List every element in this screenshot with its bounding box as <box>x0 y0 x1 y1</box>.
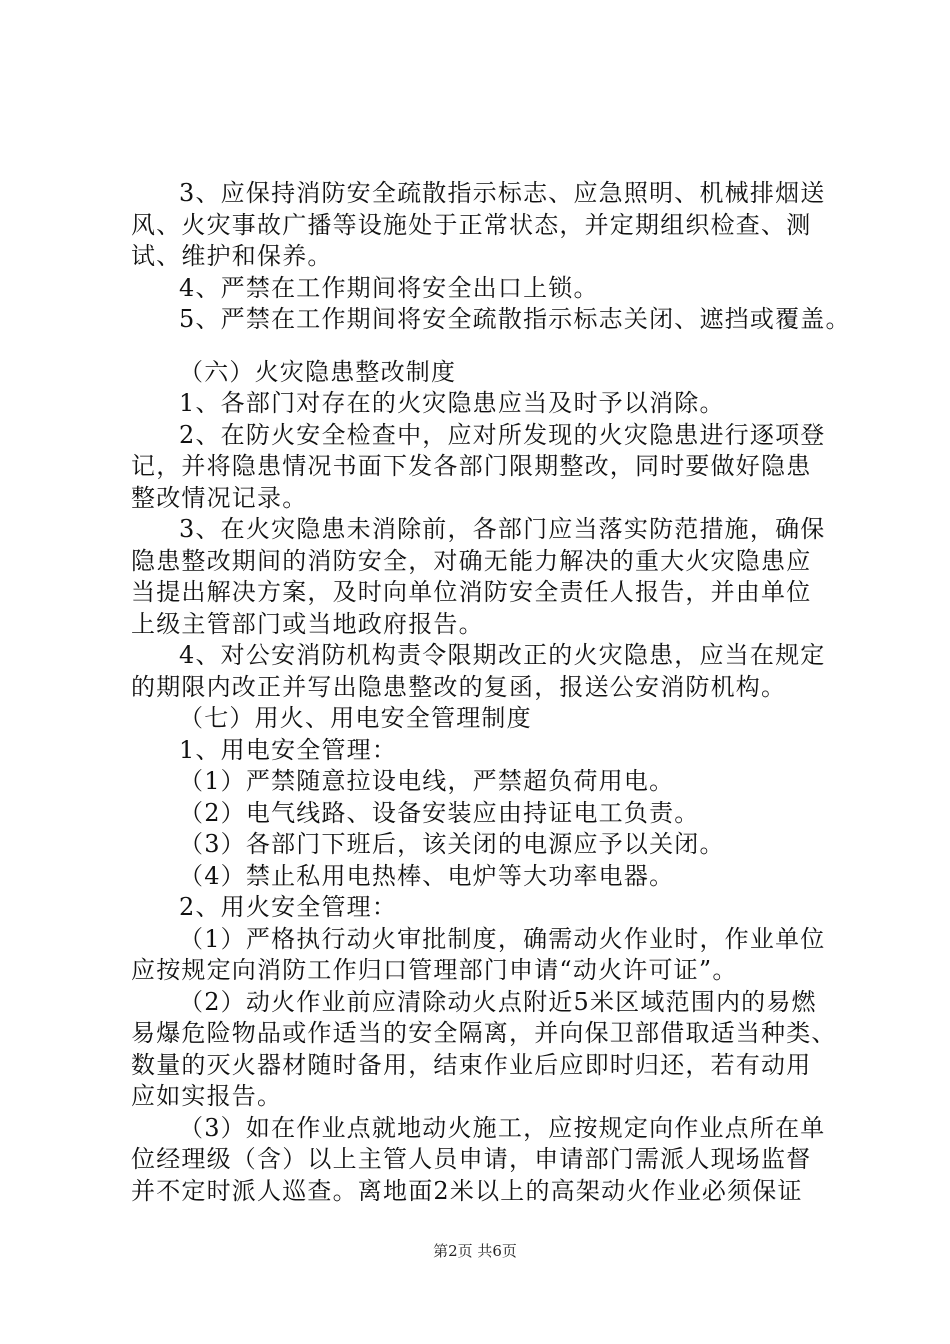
text-line: 5、严禁在工作期间将安全疏散指示标志关闭、遮挡或覆盖。 <box>179 305 851 333</box>
text-line: （六）火灾隐患整改制度 <box>179 357 457 386</box>
text-line: 1、各部门对存在的火灾隐患应当及时予以消除。 <box>179 389 725 417</box>
text-line: 4、对公安消防机构责令限期改正的火灾隐患，应当在规定 <box>179 641 826 669</box>
text-line: 上级主管部门或当地政府报告。 <box>131 609 484 638</box>
text-line: 2、在防火安全检查中，应对所发现的火灾隐患进行逐项登 <box>179 420 826 449</box>
text-line: （2）动火作业前应清除动火点附近5米区域范围内的易燃 <box>179 987 817 1016</box>
text-line: 试、维护和保养。 <box>131 242 333 270</box>
text-line: （3）如在作业点就地动火施工，应按规定向作业点所在单 <box>179 1113 826 1142</box>
page-footer: 第2页 共6页 <box>433 1242 517 1260</box>
text-line: 位经理级（含）以上主管人员申请，申请部门需派人现场监督 <box>131 1145 812 1173</box>
text-line: 应如实报告。 <box>131 1082 283 1110</box>
text-line: 1、用电安全管理： <box>179 735 398 764</box>
text-line: 当提出解决方案，及时向单位消防安全责任人报告，并由单位 <box>131 578 812 606</box>
text-line: （七）用火、用电安全管理制度 <box>179 704 532 732</box>
text-line: （3）各部门下班后，该关闭的电源应予以关闭。 <box>179 830 725 858</box>
text-line: 整改情况记录。 <box>131 483 308 512</box>
paragraph-gap <box>131 336 843 357</box>
text-line: 记，并将隐患情况书面下发各部门限期整改，同时要做好隐患 <box>131 452 812 480</box>
text-line: 数量的灭火器材随时备用，结束作业后应即时归还，若有动用 <box>131 1050 812 1079</box>
text-line: 并不定时派人巡查。离地面2米以上的高架动火作业必须保证 <box>131 1176 803 1205</box>
text-line: （4）禁止私用电热棒、电炉等大功率电器。 <box>179 861 675 890</box>
text-line: 风、火灾事故广播等设施处于正常状态，并定期组织检查、测 <box>131 210 812 239</box>
text-line: 3、应保持消防安全疏散指示标志、应急照明、机械排烟送 <box>179 179 826 207</box>
text-line: （1）严禁随意拉设电线，严禁超负荷用电。 <box>179 767 675 795</box>
text-line: 3、在火灾隐患未消除前，各部门应当落实防范措施，确保 <box>179 515 826 543</box>
text-line: 的期限内改正并写出隐患整改的复函，报送公安消防机构。 <box>131 672 787 701</box>
text-line: 2、用火安全管理： <box>179 893 398 921</box>
text-line: （2）电气线路、设备安装应由持证电工负责。 <box>179 798 700 827</box>
text-line: 易爆危险物品或作适当的安全隔离，并向保卫部借取适当种类、 <box>131 1019 837 1047</box>
text-line: 应按规定向消防工作归口管理部门申请“动火许可证”。 <box>131 956 738 984</box>
text-line: （1）严格执行动火审批制度，确需动火作业时，作业单位 <box>179 924 826 953</box>
document-body <box>131 178 851 1207</box>
text-line: 隐患整改期间的消防安全，对确无能力解决的重大火灾隐患应 <box>131 546 812 575</box>
text-line: 4、严禁在工作期间将安全出口上锁。 <box>179 273 599 302</box>
